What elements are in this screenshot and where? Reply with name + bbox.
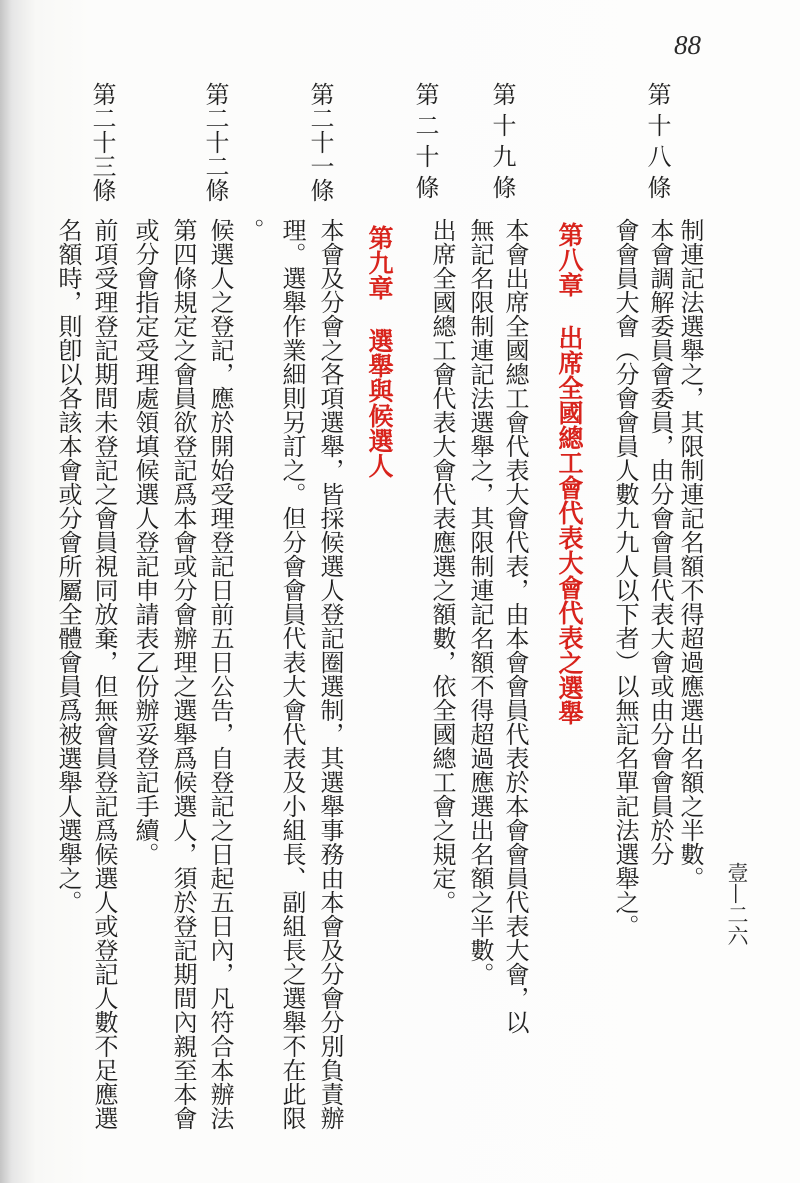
section-page-number: 壹—二六 xyxy=(725,862,749,946)
article-21-line-2: 理。選舉作業細則另訂之。但分會會員代表大會代表及小組長、副組長之選舉不在此限 xyxy=(278,218,306,1130)
chapter-8-number: 第八章 xyxy=(555,222,584,297)
article-19-heading: 第十九條 xyxy=(488,82,516,206)
chapter-8-heading xyxy=(553,222,583,725)
article-18-line-2: 會會員大會（分會會員人數九九人以下者）以無記名單記法選舉之。 xyxy=(611,218,639,938)
page-number: 88 xyxy=(674,30,701,60)
article-23-line-1: 前項受理登記期間未登記之會員視同放棄，但無會員登記爲候選人或登記人數不足應選 xyxy=(90,218,118,1130)
article-23-heading: 第二十三條 xyxy=(88,82,116,202)
article-22-line-2: 第四條規定之會員欲登記爲本會或分會辦理之選舉爲候選人，須於登記期間內親至本會 xyxy=(169,218,197,1130)
article-19-line-2: 無記名限制連記法選舉之，其限制連記名額不得超過應選出名額之半數。 xyxy=(466,218,494,986)
article-20-line-1: 出席全國總工會代表大會代表應選之額數，依全國總工會之規定。 xyxy=(428,218,456,914)
carryover-line: 制連記法選舉之，其限制連記名額不得超過應選出名額之半數。 xyxy=(676,218,704,890)
article-22-line-3: 或分會指定受理處領填候選人登記申請表乙份辦妥登記手續。 xyxy=(131,218,159,866)
article-18-heading: 第十八條 xyxy=(643,82,671,206)
chapter-9-number: 第九章 xyxy=(365,225,394,300)
chapter-9-heading xyxy=(363,225,393,478)
article-21-heading: 第二十一條 xyxy=(306,82,334,202)
article-21-line-3: 。 xyxy=(236,218,264,242)
chapter-8-title: 出席全國總工會代表大會代表之選舉 xyxy=(555,325,584,725)
article-19-line-1: 本會出席全國總工會代表大會代表，由本會會員代表於本會會員代表大會，以 xyxy=(501,218,529,1034)
article-22-line-1: 候選人之登記，應於開始受理登記日前五日公告，自登記之日起五日內，凡符合本辦法 xyxy=(206,218,234,1130)
chapter-9-title: 選舉與候選人 xyxy=(365,328,394,478)
article-20-heading: 第二十條 xyxy=(411,82,439,206)
article-21-line-1: 本會及分會之各項選舉，皆採候選人登記圈選制，其選舉事務由本會及分會分別負責辦 xyxy=(316,218,344,1130)
article-18-line-1: 本會調解委員會委員，由分會會員代表大會或由分會會員於分 xyxy=(646,218,674,866)
article-23-line-2: 名額時，則卽以各該本會或分會所屬全體會員爲被選舉人選舉之。 xyxy=(54,218,82,914)
article-22-heading: 第二十二條 xyxy=(201,82,229,202)
